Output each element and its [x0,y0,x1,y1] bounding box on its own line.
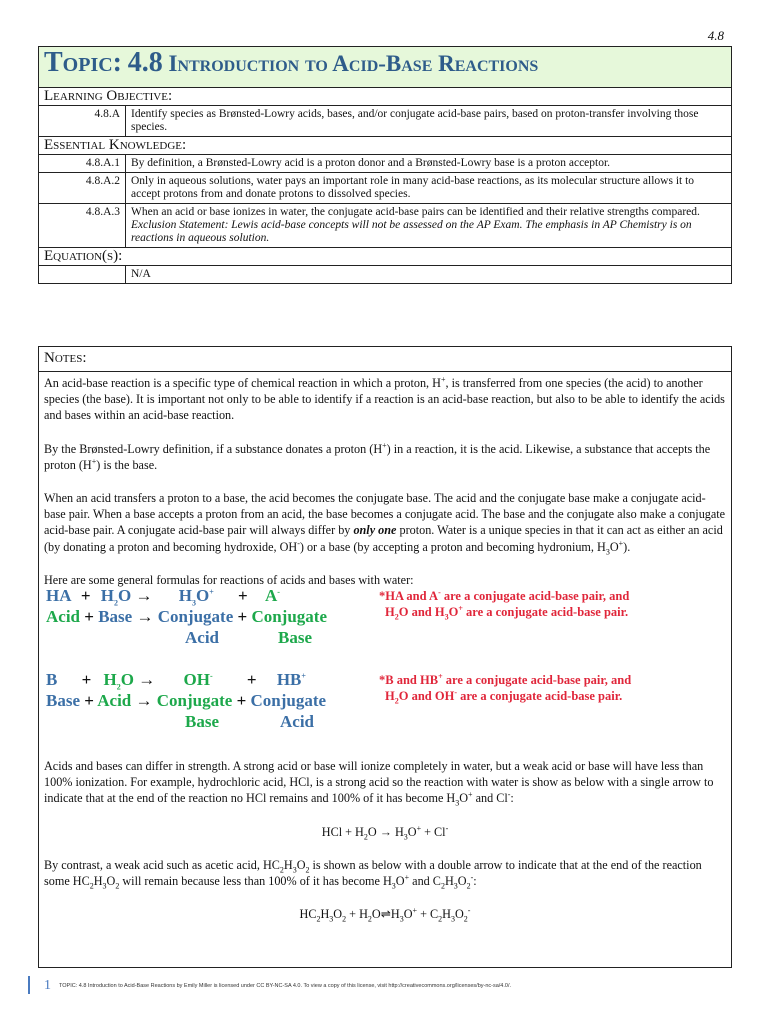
equations-heading: Equation(s): [39,248,732,266]
notes-paragraph-1 [44,375,726,424]
t: are a conjugate acid-base pair, and [440,589,630,604]
sup: + [458,603,463,613]
notes-paragraph-2 [44,441,726,473]
text: By the Brønsted-Lowry definition, if a substance donates a proton (H [44,441,383,456]
plus: + [246,670,257,690]
reaction-1-sublabel-2: Base [278,628,312,648]
reaction-1 [44,588,726,662]
t: *B and HB [379,673,439,688]
t: H [100,586,114,606]
sup: - [470,872,474,882]
t: H [93,874,103,889]
sub: 2 [305,865,310,875]
label-base: Base [98,607,133,627]
text: Acids and bases can differ in strength. A strong acid or base will ionize completely in water, but a weak acid or base will have less than 100% ionization. For example, hydrochloric acid, HCl, is a strong acid so the reaction with water is show as below with a single arrow to indicate that at the end of the reaction no HCl remains and 100% of it has become H [44,759,714,806]
t: O [296,857,306,872]
text: : [510,791,514,806]
t: By contrast, a weak acid such as acetic acid, HC [44,857,280,872]
lo-text: Identify species as Brønsted-Lowry acids, bases, and/or conjugate acid-base pairs, based on proton-transfer involving those species. [126,106,732,137]
t: O [195,586,210,606]
label-conjugate: Conjugate [250,691,327,711]
t: O and OH [398,689,455,704]
sub: 2 [463,914,468,924]
sup: - [454,687,457,697]
sub: 2 [438,914,443,924]
plus: + [238,586,248,606]
sub: 2 [316,914,321,924]
plus: + [80,586,91,606]
t: HC [299,907,317,922]
t: O [333,907,343,922]
notes-box [38,346,732,968]
topic-title [39,47,732,88]
t: H [283,857,293,872]
text: ) or a base (by accepting a proton and becoming hydronium, H [299,539,606,554]
equation-acetic [44,906,726,922]
t: H [178,586,192,606]
sub: 3 [444,612,449,622]
sub: 3 [102,881,107,891]
species-conj-acid [277,670,306,689]
t: O and H [398,605,445,620]
t: HCl + H [321,824,364,839]
reaction-1-note [379,588,629,620]
t: HB [276,670,302,690]
reaction-2 [44,672,726,746]
sup: - [445,823,449,833]
species-acid: HA [46,586,71,606]
t: A [265,586,278,606]
ek-text: Only in aqueous solutions, water pays an important role in many acid-base reactions, as its molecular structure allows it to accept protons from and donate protons to dissolved species. [126,173,732,204]
species-base: B [46,670,58,690]
arrow: → [136,607,154,627]
t: O [454,907,464,922]
label-base: Base [46,691,80,711]
ek-text: By definition, a Brønsted-Lowry acid is a proton donor and a Brønsted-Lowry base is a proton acceptor. [126,155,732,173]
sup: - [467,906,471,916]
t: O [120,670,134,690]
reaction-1-sublabel-1: Acid [185,628,219,648]
t: H [385,605,395,620]
sup: - [209,671,213,681]
t: are a conjugate acid-base pair. [456,689,623,704]
t: H [320,907,330,922]
ek-code: 4.8.A.3 [39,204,126,248]
reaction-2-formula [46,670,306,692]
label-conjugate: Conjugate [156,691,233,711]
t: H [442,907,451,922]
sub: 2 [367,914,372,924]
sup: + [209,587,214,597]
t: are a conjugate acid-base pair, and [442,673,632,688]
t: H [444,874,454,889]
notes-heading: Notes: [39,347,731,372]
t: OH [183,670,210,690]
sub: 2 [363,832,368,842]
learning-objective-heading: Learning Objective: [39,88,732,106]
title-prefix: Topic: [44,47,122,78]
label-acid: Acid [97,691,132,711]
t: *HA and A [379,589,439,604]
reaction-2-sublabel-2: Acid [280,712,314,732]
sub: 3 [450,914,455,924]
text: When an acid transfers a proton to a base, the acid becomes the conjugate base. The acid and the conjugate base make a conjugate acid-base pair. When a base accepts a proton from an acid, the base becomes a conjugate acid. The base and the conjugate also make a conjugate acid-base pair. A conjugate acid-base pair will always differ by [44,491,726,538]
t: + Cl [421,824,446,839]
sub: 3 [329,914,334,924]
t: H [103,670,117,690]
t: : [473,874,477,889]
sup: + [301,671,306,681]
reaction-2-labels [46,693,326,709]
sub: 2 [113,598,118,608]
sub: 2 [394,696,399,706]
notes-paragraph-3 [44,490,726,555]
plus: + [236,691,247,711]
t: + H [346,907,368,922]
essential-knowledge-heading: Essential Knowledge: [39,137,732,155]
text: An acid-base reaction is a specific type of chemical reaction in which a proton, H [44,376,441,390]
sub: 3 [391,881,396,891]
sub: 3 [292,865,297,875]
sub: 2 [342,914,347,924]
equation-hcl [44,824,726,840]
reaction-2-note [379,672,631,704]
lo-code: 4.8.A [39,106,126,137]
sub: 3 [453,881,458,891]
label-conjugate: Conjugate [251,607,327,627]
t: O → H [367,824,404,839]
footer-license-text: TOPIC: 4.8 Introduction to Acid-Base Reactions by Emily Miller is licensed under CC BY-NC-SA 4.0. To view a copy of this license, visit http://creativecommons.org/licenses/by-nc-sa/4.0/. [59,983,512,989]
text: , is transferred from one species (the acid) to another species (the base). It is important not only to be able to identify if a reaction is an acid-base reaction, but also to be able to identify the acids and bases within an acid-base reaction. [44,376,725,423]
t: H [385,689,395,704]
exclusion-statement: Exclusion Statement: Lewis acid-base concepts will not be assessed on the AP Exam. The emphasis in AP Chemistry is on reactions in aqueous solution. [131,219,692,244]
sub: 2 [116,682,121,692]
t: + C [417,907,439,922]
sub: 2 [89,881,94,891]
title-text: Introduction to Acid-Base Reactions [168,51,539,76]
notes-paragraph-6 [44,857,726,889]
sub: 3 [399,914,404,924]
notes-paragraph-4: Here are some general formulas for reactions of acids and bases with water: [44,572,414,587]
sub: 3 [191,598,196,608]
title-number: 4.8 [127,47,163,78]
sup: + [440,374,446,384]
species-hydroxide [184,670,213,689]
sup: + [416,823,422,833]
sup: + [618,538,624,548]
page-label: 4.8 [707,28,724,43]
ek-text-cell [126,204,732,248]
sub: 3 [455,798,460,808]
label-acid: Acid [46,607,80,627]
sub: 2 [440,881,445,891]
t: O [395,874,405,889]
text: O [609,539,619,554]
sub: 2 [115,881,120,891]
reaction-1-formula [46,586,280,608]
eq-code-empty [39,266,126,284]
reaction-2-sublabel-1: Base [185,712,219,732]
text: ). [623,539,631,554]
footer [28,976,511,994]
sup: - [507,790,511,800]
label-conjugate: Conjugate [157,607,234,627]
t: O [457,874,467,889]
footer-page-number: 1 [44,978,51,993]
notes-body [39,372,731,942]
species-water [103,670,134,692]
t: O [407,824,417,839]
ek-text: When an acid or base ionizes in water, the conjugate acid-base pairs can be identified and their relative strengths compared. [131,206,700,218]
sup: + [438,671,443,681]
t: O⇌H [371,907,400,922]
arrow: → [135,691,153,711]
ek-code: 4.8.A.1 [39,155,126,173]
plus: + [84,691,94,711]
sub: 3 [403,832,408,842]
notes-paragraph-5 [44,758,726,807]
eq-value: N/A [126,266,732,284]
t: O [117,586,132,606]
plus: + [81,670,92,690]
plus: + [84,607,94,627]
sup: - [438,587,441,597]
sub: 2 [394,612,399,622]
reaction-1-labels [46,609,327,625]
sup: + [91,456,97,466]
text: O [459,791,469,806]
ek-code: 4.8.A.2 [39,173,126,204]
text: ) is the base. [96,457,158,472]
emphasis: only one [353,523,397,538]
t: O [448,605,459,620]
sub: 3 [605,547,610,557]
sub: 2 [279,865,284,875]
text: proton. Water is a unique species in that it can act as either an acid (by donating a proton and becoming hydroxide, OH [44,523,723,554]
t: O [106,874,116,889]
sup: - [277,587,280,597]
species-hydronium [178,586,214,608]
sub: 2 [466,881,471,891]
sup: + [412,906,418,916]
text: and Cl [472,791,508,806]
text: ) in a reaction, it is the acid. Likewise, a substance that accepts the proton (H [44,441,711,472]
t: will remain because less than 100% of it has become H [119,874,392,889]
t: O [403,907,413,922]
t: is shown as below with a double arrow to indicate that at the end of the reaction some HC [44,857,702,889]
species-water [100,586,132,608]
arrow: → [135,586,153,606]
t: are a conjugate acid-base pair. [462,605,629,620]
topic-table [38,46,732,284]
sup: + [404,872,410,882]
species-conj-base [265,586,280,605]
plus: + [237,607,248,627]
arrow: → [138,670,156,690]
sup: + [382,440,387,450]
t: and C [409,874,441,889]
sup: + [468,790,473,800]
sup: - [297,538,300,548]
